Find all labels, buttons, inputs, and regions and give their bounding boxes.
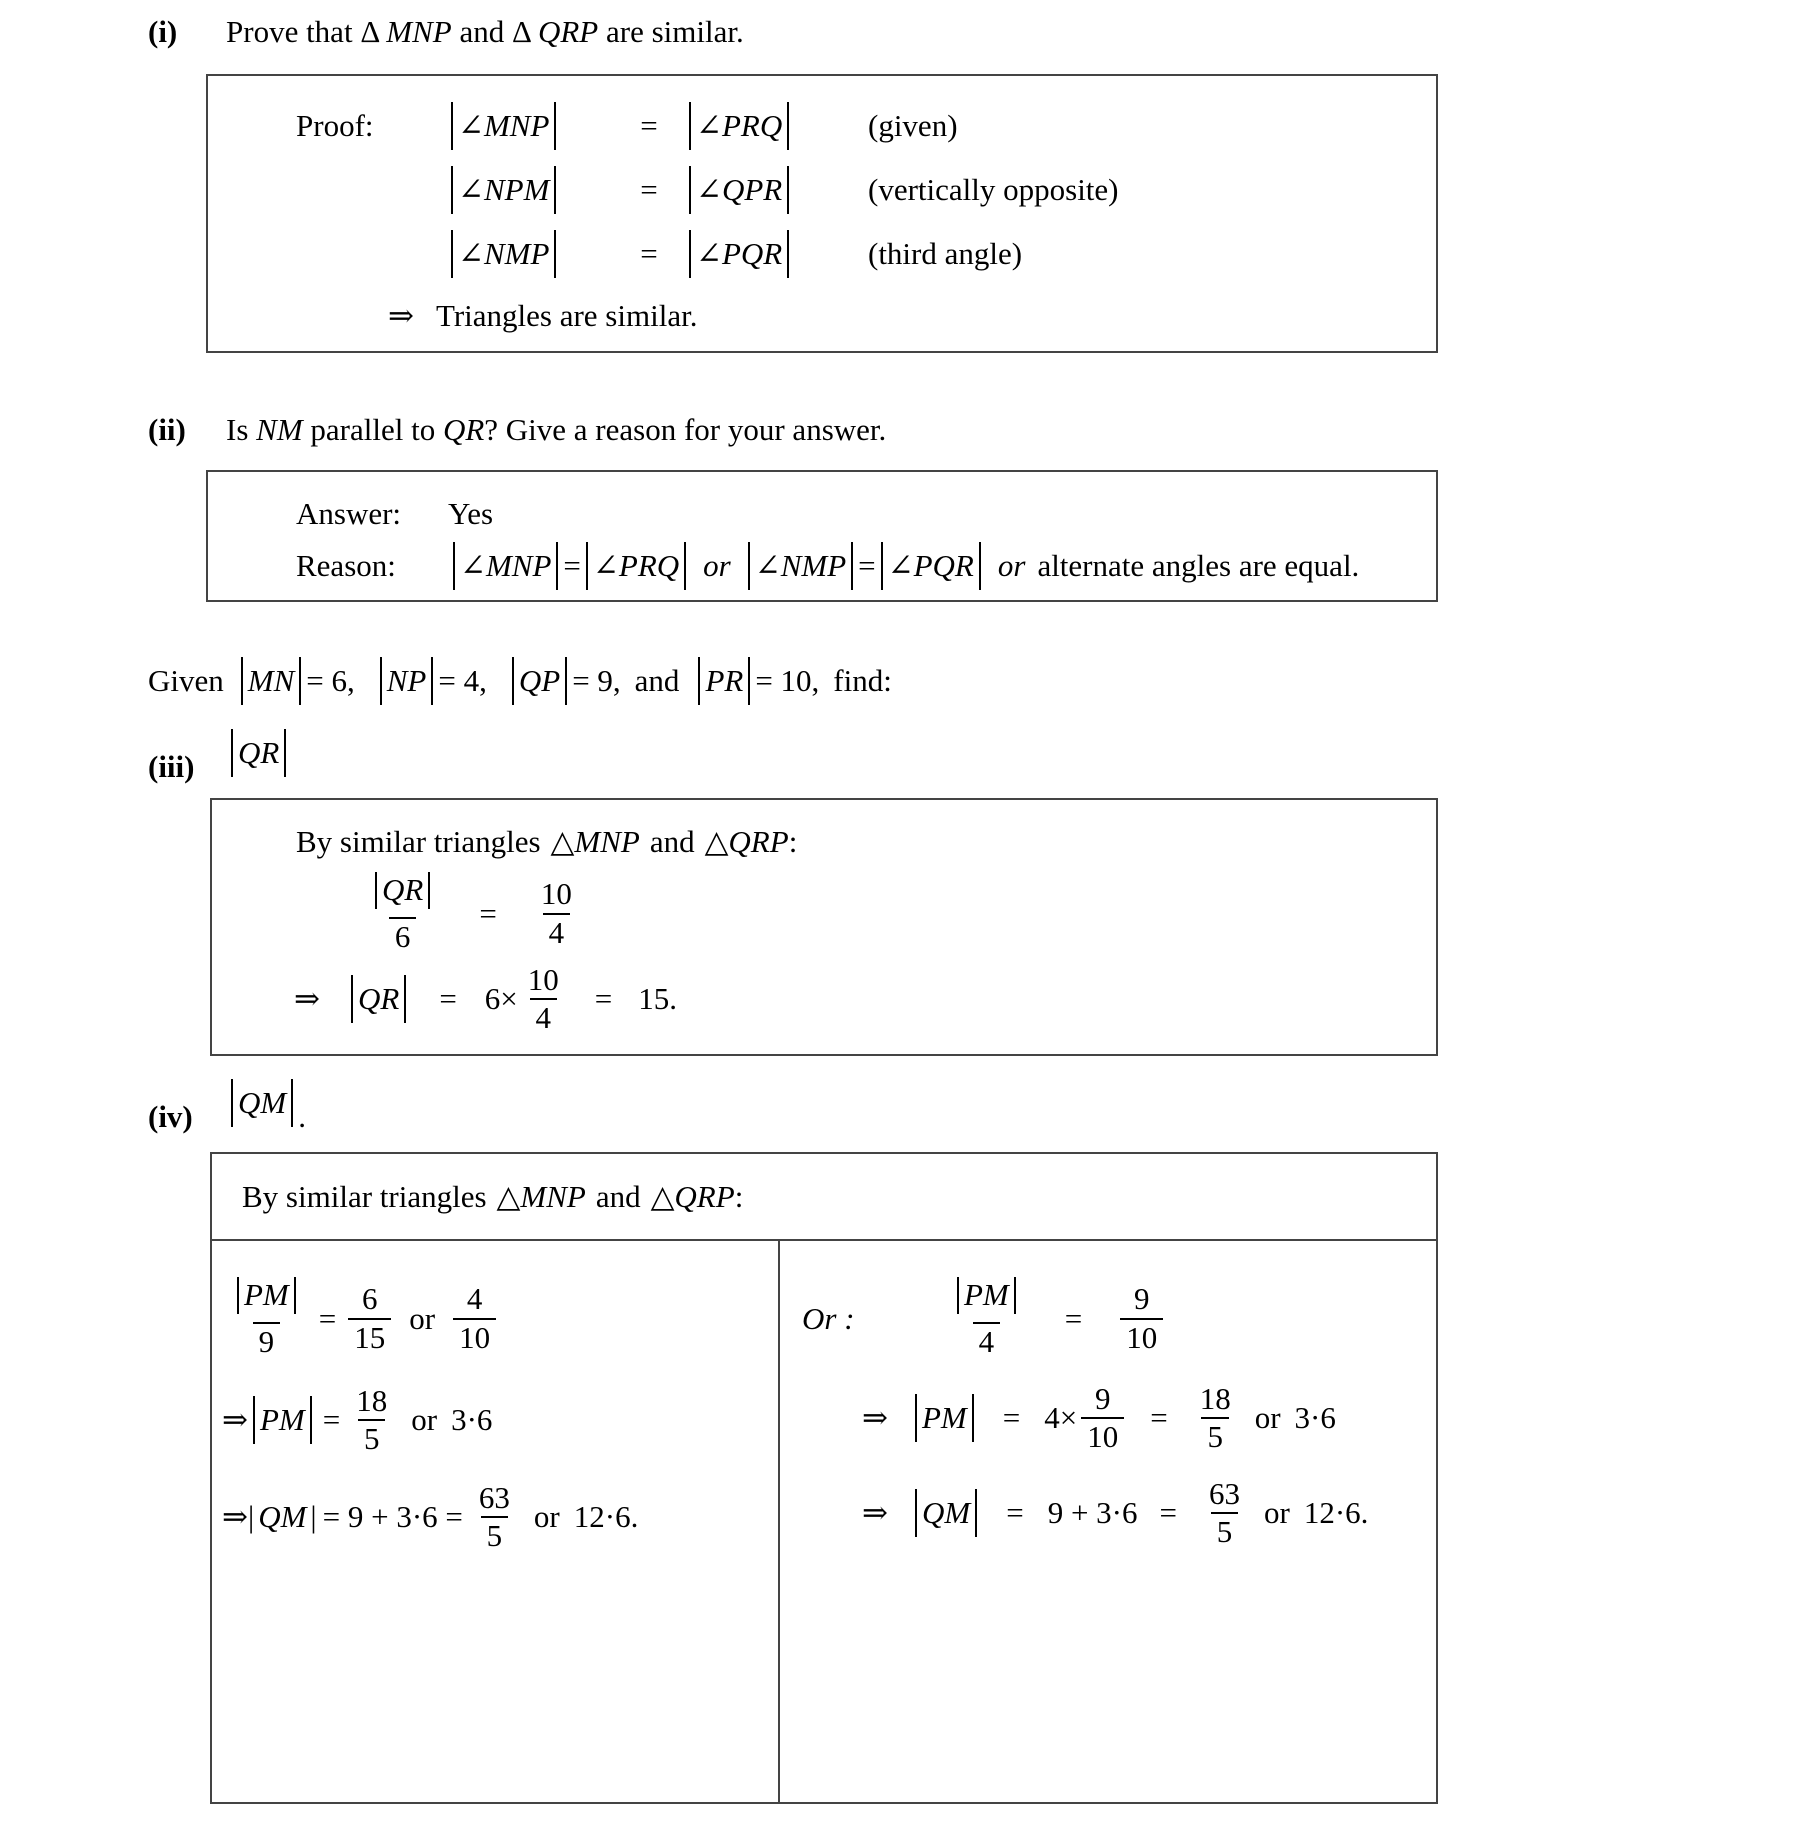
box-iv-left-line-1 (222, 1279, 778, 1359)
given-value-mn: = 6, (306, 663, 355, 698)
fraction-4-over-10 (453, 1283, 496, 1354)
given-segment-pr: PR (693, 663, 755, 699)
fraction-9-over-10 (1120, 1283, 1163, 1354)
fraction-denominator: 9 (253, 1322, 281, 1359)
fraction-denominator: 5 (481, 1516, 509, 1553)
question-iv-suffix: . (298, 1099, 306, 1134)
reason-angle-2: ∠PRQ (581, 548, 691, 584)
implies-icon-right-1: ⇒ (862, 1400, 888, 1436)
proof-note-1: (given) (868, 108, 958, 143)
box-iii-tri-2: QRP (728, 824, 789, 859)
box-iv-left-subject-pm: PM (248, 1402, 317, 1438)
box-iv-right-line-1 (802, 1279, 1436, 1359)
fraction-numerator: 10 (540, 876, 572, 912)
fraction-denominator: 10 (1120, 1318, 1163, 1355)
given-value-qp: = 9, (572, 663, 621, 698)
answer-box-iv (210, 1152, 1438, 1804)
triangle-icon-1: △ (550, 824, 575, 859)
fraction-denominator: 15 (348, 1318, 391, 1355)
given-value-pr: = 10, (755, 663, 820, 698)
fraction-numerator: QR (364, 874, 441, 917)
box-iv-right-subject-pm: PM (910, 1400, 979, 1436)
fraction-18-over-5-b (1194, 1380, 1237, 1455)
answer-value: Yes (448, 496, 494, 531)
question-i-text: Prove that Δ MNP and Δ QRP are similar. (226, 14, 744, 49)
box-iv-left-column (212, 1241, 780, 1802)
question-i (148, 14, 744, 50)
reason-angle-3: ∠NMP (743, 548, 858, 584)
fraction-denominator: 5 (358, 1419, 386, 1456)
reason-label: Reason: (296, 548, 396, 583)
triangle-icon-2: △ (704, 824, 729, 859)
reason-equals-1: = (563, 548, 581, 583)
proof-equals-3: = (640, 236, 658, 271)
segment-qr-label: QR (442, 412, 485, 447)
fraction-9-over-10-b (1081, 1380, 1124, 1455)
box-iv-left-decimal-1: 3·6 (451, 1402, 493, 1438)
given-segment-qp: QP (507, 663, 572, 699)
box-iv-right-equals-4: = (1006, 1495, 1024, 1531)
box-iv-right-equals-1: = (1064, 1300, 1083, 1336)
question-iv (148, 1085, 306, 1135)
box-iii-equation-1 (360, 874, 1436, 954)
box-iv-right-decimal-1: 3·6 (1294, 1400, 1336, 1436)
box-iii-equals-1: = (479, 895, 497, 931)
implies-icon-right-2: ⇒ (862, 1495, 888, 1531)
box-iv-tri-2: QRP (674, 1178, 735, 1214)
given-segment-mn: MN (236, 663, 307, 699)
fraction-numerator: PM (226, 1279, 307, 1322)
box-iv-right-column (780, 1241, 1436, 1802)
fraction-denominator: 4 (543, 913, 571, 950)
box-iii-intro: By similar triangles △ MNP and △ QRP : (296, 824, 798, 859)
proof-rhs-2: ∠QPR (684, 172, 834, 208)
question-ii (148, 412, 886, 448)
reason-angle-1: ∠MNP (448, 548, 563, 584)
proof-row-2 (296, 172, 1436, 208)
box-iii-subject-qr: QR (346, 981, 411, 1017)
question-iv-target: QM (226, 1085, 298, 1121)
box-iv-left-line-2 (222, 1382, 778, 1457)
proof-conclusion-row (388, 298, 1436, 334)
proof-lhs-2: ∠NPM (446, 172, 614, 208)
proof-note-2: (vertically opposite) (868, 172, 1119, 207)
given-segment-np: NP (375, 663, 439, 699)
segment-nm-label: NM (256, 412, 303, 447)
fraction-numerator: 18 (1199, 1380, 1231, 1416)
box-iv-right-equals-2: = (1002, 1400, 1021, 1436)
fraction-numerator: 63 (478, 1479, 510, 1515)
fraction-qr-over-6 (364, 874, 441, 954)
box-iv-right-factor: 4× (1044, 1400, 1078, 1436)
proof-equals-1: = (640, 108, 658, 143)
proof-equals-2: = (640, 172, 658, 207)
fraction-denominator: 4 (530, 998, 558, 1035)
question-ii-label: (ii) (148, 412, 186, 447)
fraction-10-over-4-b (522, 961, 565, 1036)
fraction-63-over-5 (473, 1479, 516, 1554)
fraction-numerator: 63 (1208, 1475, 1240, 1511)
proof-row-3 (296, 236, 1436, 272)
question-iii-target: QR (226, 735, 291, 771)
question-iii (148, 735, 291, 785)
box-iv-left-equals-1: = (318, 1300, 337, 1336)
fraction-numerator: 18 (356, 1382, 388, 1418)
abs-open-left: | (247, 1499, 255, 1535)
fraction-numerator: 9 (1134, 1281, 1150, 1317)
fraction-denominator: 6 (389, 917, 417, 954)
box-iv-tri-1: MNP (520, 1178, 586, 1214)
box-iv-left-or-2: or (411, 1402, 438, 1438)
box-iii-result: 15. (638, 981, 678, 1017)
proof-rhs-3: ∠PQR (684, 236, 834, 272)
box-iv-intro: By similar triangles △ MNP and △ QRP : (242, 1178, 744, 1214)
box-iii-equals-2: = (439, 981, 457, 1017)
box-iv-left-sum: = 9 + 3·6 = (322, 1499, 463, 1535)
box-iv-right-equals-3: = (1150, 1400, 1168, 1436)
implies-icon-left-1: ⇒ (222, 1402, 248, 1438)
box-iii-equals-3: = (594, 981, 613, 1017)
proof-answer-box (206, 74, 1438, 353)
triangle-mnp-label: MNP (386, 14, 452, 49)
triangle-qrp-label: QRP (537, 14, 599, 49)
fraction-pm-over-4 (946, 1279, 1027, 1359)
fraction-numerator: PM (946, 1279, 1027, 1322)
fraction-denominator: 10 (1081, 1417, 1124, 1454)
implies-icon-left-2: ⇒ (222, 1499, 248, 1535)
fraction-numerator: 9 (1094, 1380, 1111, 1416)
triangle-icon-3: △ (496, 1178, 521, 1214)
fraction-denominator: 5 (1201, 1417, 1229, 1454)
delta-symbol-2: Δ (512, 14, 531, 49)
box-iv-right-subject-qm: QM (910, 1495, 982, 1531)
box-iv-right-decimal-2: 12·6. (1303, 1495, 1369, 1531)
answer-box-iii (210, 798, 1438, 1056)
fraction-numerator: 6 (362, 1281, 378, 1317)
fraction-63-over-5-b (1203, 1475, 1246, 1550)
given-conjunction: and (634, 663, 680, 698)
box-iv-right-equals-5: = (1159, 1495, 1177, 1531)
box-iii-equation-2 (294, 961, 1436, 1036)
box-iv-right-line-2 (862, 1380, 1436, 1455)
box-iv-columns (212, 1241, 1436, 1802)
proof-row-1 (296, 108, 1436, 144)
question-iii-label: (iii) (148, 749, 195, 784)
box-iv-left-or-1: or (409, 1300, 436, 1336)
answer-ii-row (296, 496, 1436, 532)
implies-icon-proof: ⇒ (388, 298, 414, 333)
box-iv-right-line-3 (862, 1475, 1436, 1550)
box-iv-left-equals-2: = (322, 1402, 341, 1438)
abs-close-left: | (310, 1499, 317, 1535)
fraction-10-over-4 (535, 878, 578, 949)
reason-or-2: or (997, 548, 1026, 583)
fraction-denominator: 5 (1211, 1512, 1239, 1549)
fraction-denominator: 4 (973, 1322, 1001, 1359)
box-iv-left-decimal-2: 12·6. (573, 1499, 639, 1535)
box-iii-factor: 6× (484, 981, 518, 1017)
reason-ii-row (296, 548, 1436, 584)
proof-lhs-1: ∠MNP (446, 108, 614, 144)
question-i-label: (i) (148, 14, 178, 49)
or-label: Or : (802, 1300, 855, 1336)
question-ii-text: Is NM parallel to QR? Give a reason for your answer. (226, 412, 887, 447)
proof-label: Proof: (296, 108, 374, 143)
fraction-numerator: 10 (527, 961, 559, 997)
implies-icon-iii: ⇒ (294, 981, 320, 1017)
box-iv-left-or-3: or (533, 1499, 560, 1535)
box-iii-tri-1: MNP (574, 824, 640, 859)
given-lead: Given (148, 663, 224, 698)
box-iv-left-subject-qm: QM (258, 1499, 307, 1535)
answer-label: Answer: (296, 496, 402, 531)
question-iv-label: (iv) (148, 1099, 193, 1134)
box-iv-left-line-3 (222, 1479, 778, 1554)
box-iv-right-sum: 9 + 3·6 (1047, 1495, 1138, 1531)
given-line (148, 663, 892, 699)
given-tail: find: (833, 663, 892, 698)
proof-conclusion-text: Triangles are similar. (435, 298, 698, 333)
fraction-18-over-5 (350, 1382, 393, 1457)
delta-symbol-1: Δ (360, 14, 379, 49)
fraction-6-over-15 (348, 1283, 391, 1354)
reason-angle-4: ∠PQR (876, 548, 986, 584)
proof-rhs-1: ∠PRQ (684, 108, 834, 144)
proof-note-3: (third angle) (868, 236, 1023, 271)
triangle-icon-4: △ (650, 1178, 675, 1214)
box-iv-right-or-2: or (1263, 1495, 1290, 1531)
fraction-pm-over-9 (226, 1279, 307, 1359)
fraction-denominator: 10 (453, 1318, 496, 1355)
fraction-numerator: 4 (466, 1281, 483, 1317)
reason-or-1: or (703, 548, 731, 583)
given-value-np: = 4, (438, 663, 487, 698)
reason-equals-2: = (858, 548, 876, 583)
reason-tail-text: alternate angles are equal. (1037, 548, 1360, 583)
box-iv-right-or-1: or (1254, 1400, 1281, 1436)
proof-lhs-3: ∠NMP (446, 236, 614, 272)
box-iv-header (212, 1154, 1436, 1241)
answer-box-ii (206, 470, 1438, 602)
